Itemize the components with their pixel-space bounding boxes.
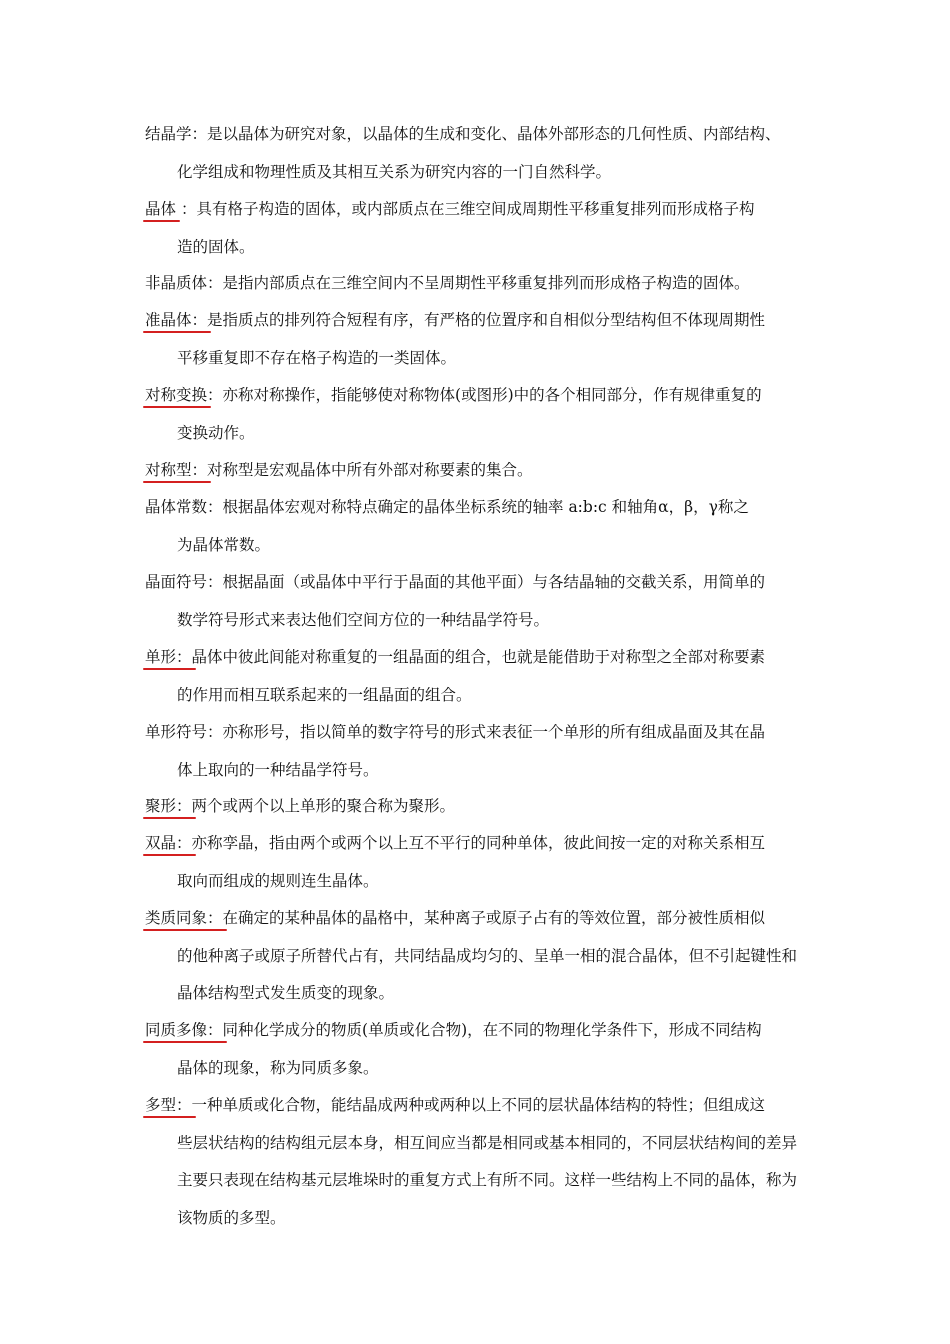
term-label: 同质多像： bbox=[145, 1021, 223, 1039]
term-label: 类质同象： bbox=[145, 909, 223, 927]
definition-form-symbol bbox=[145, 714, 810, 789]
definition-crystal-constants bbox=[145, 489, 810, 564]
definition-text: 在确定的某种晶体的晶格中，某种离子或原子占有的等效位置，部分被性质相似 bbox=[222, 909, 766, 927]
term-label: 结晶学： bbox=[145, 125, 208, 143]
definition-continuation: 造的固体。 bbox=[177, 237, 255, 256]
definition-symmetry-operation bbox=[145, 377, 810, 452]
definition-crystallography bbox=[145, 116, 810, 191]
definition-continuation: 取向而组成的规则连生晶体。 bbox=[177, 871, 379, 890]
definition-continuation: 为晶体常数。 bbox=[177, 535, 271, 554]
definition-continuation: 些层状结构的结构组元层本身，相互间应当都是相同或基本相同的，不同层状结构间的差异主要只表现在结构基元层堆垛时的重复方式上有所不同。这样一些结构上不同的晶体，称为该物质的多型。 bbox=[177, 1133, 798, 1227]
definition-continuation: 的他种离子或原子所替代占有，共同结晶成均匀的、呈单一相的混合晶体，但不引起键性和晶体结构型式发生质变的现象。 bbox=[177, 946, 798, 1002]
definition-isomorphism bbox=[145, 900, 810, 1013]
term-label: 非晶质体： bbox=[145, 274, 223, 292]
term-label: 单形： bbox=[145, 648, 192, 666]
term-label: 准晶体： bbox=[145, 311, 208, 329]
definition-continuation: 平移重复即不存在格子构造的一类固体。 bbox=[177, 348, 457, 367]
definition-continuation: 变换动作。 bbox=[177, 423, 255, 442]
term-label: 晶面符号： bbox=[145, 573, 223, 591]
definition-symmetry-type bbox=[145, 452, 810, 490]
term-label: 多型： bbox=[145, 1096, 192, 1114]
definition-amorphous bbox=[145, 265, 810, 303]
definition-polymorphism bbox=[145, 1012, 810, 1087]
term-label: 晶体常数： bbox=[145, 498, 223, 516]
definition-text: 亦称孪晶，指由两个或两个以上互不平行的同种单体，彼此间按一定的对称关系相互 bbox=[191, 834, 766, 852]
definition-text: ：具有格子构造的固体，或内部质点在三维空间成周期性平移重复排列而形成格子构 bbox=[176, 200, 755, 218]
definition-continuation: 化学组成和物理性质及其相互关系为研究内容的一门自然科学。 bbox=[177, 162, 612, 181]
definition-text: 亦称形号，指以简单的数字符号的形式来表征一个单形的所有组成晶面及其在晶 bbox=[222, 723, 766, 741]
definition-continuation: 的作用而相互联系起来的一组晶面的组合。 bbox=[177, 685, 472, 704]
term-label: 单形符号： bbox=[145, 723, 223, 741]
definition-simple-form bbox=[145, 639, 810, 714]
definition-text: 对称型是宏观晶体中所有外部对称要素的集合。 bbox=[207, 461, 533, 479]
term-label: 对称型： bbox=[145, 461, 208, 479]
definition-polytype bbox=[145, 1087, 810, 1237]
definition-continuation: 晶体的现象，称为同质多象。 bbox=[177, 1058, 379, 1077]
definition-continuation: 体上取向的一种结晶学符号。 bbox=[177, 760, 379, 779]
definition-combination-form bbox=[145, 788, 810, 826]
definition-text: 根据晶面（或晶体中平行于晶面的其他平面）与各结晶轴的交截关系，用简单的 bbox=[222, 573, 766, 591]
term-label: 聚形： bbox=[145, 797, 192, 815]
definition-text: ：亦称对称操作，指能够使对称物体(或图形)中的各个相同部分，作有规律重复的 bbox=[207, 386, 762, 404]
definition-text: 两个或两个以上单形的聚合称为聚形。 bbox=[191, 797, 456, 815]
definition-text: 是以晶体为研究对象，以晶体的生成和变化、晶体外部形态的几何性质、内部结构、 bbox=[207, 125, 781, 143]
term-label: 对称变换 bbox=[145, 386, 208, 404]
definition-text: 是指内部质点在三维空间内不呈周期性平移重复排列而形成格子构造的固体。 bbox=[222, 274, 750, 292]
definition-continuation: 数学符号形式来表达他们空间方位的一种结晶学符号。 bbox=[177, 610, 550, 629]
definition-text: 根据晶体宏观对称特点确定的晶体坐标系统的轴率 a:b:c 和轴角α，β，γ称之 bbox=[222, 498, 749, 516]
definition-text: 一种单质或化合物，能结晶成两种或两种以上不同的层状晶体结构的特性；但组成这 bbox=[191, 1096, 766, 1114]
definition-text: 同种化学成分的物质(单质或化合物)，在不同的物理化学条件下，形成不同结构 bbox=[222, 1021, 762, 1039]
term-label: 双晶： bbox=[145, 834, 192, 852]
definition-text: 是指质点的排列符合短程有序，有严格的位置序和自相似分型结构但不体现周期性 bbox=[207, 311, 766, 329]
definition-crystal bbox=[145, 191, 810, 266]
definition-face-symbol bbox=[145, 564, 810, 639]
definition-quasicrystal bbox=[145, 302, 810, 377]
definition-twin bbox=[145, 825, 810, 900]
term-label: 晶体 bbox=[145, 200, 177, 218]
definition-text: 晶体中彼此间能对称重复的一组晶面的组合，也就是能借助于对称型之全部对称要素 bbox=[191, 648, 766, 666]
